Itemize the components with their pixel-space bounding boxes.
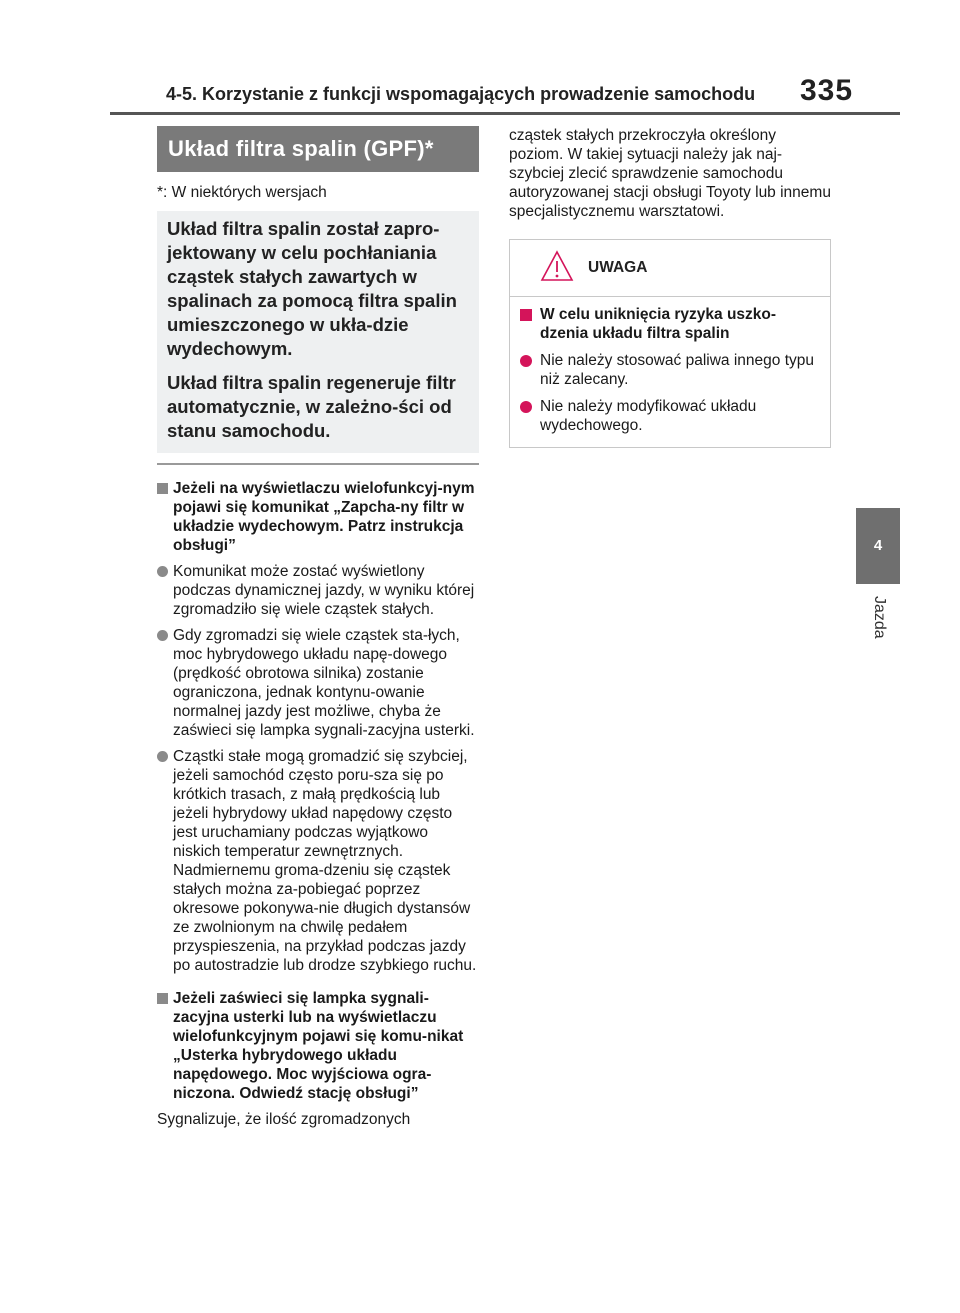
- summary-paragraph: Układ filtra spalin regeneruje filtr automatycznie, w zależno-ści od stanu samochodu.: [167, 372, 456, 441]
- warning-divider: [510, 296, 830, 297]
- square-bullet-icon: [157, 483, 168, 494]
- round-bullet-icon: [157, 566, 168, 577]
- square-bullet-icon: [520, 309, 532, 321]
- topic-heading-text: Jeżeli zaświeci się lampka sygnali-zacyjna usterki lub na wyświetlaczu wielofunkcyjnym pojawi się komu-nikat „Usterka hybrydowego układu napędowego. Moc wyjściowa ogra-niczona. Odwiedź stację obsługi”: [173, 990, 464, 1102]
- round-bullet-icon: [157, 751, 168, 762]
- header-divider: [110, 112, 900, 115]
- warning-heading: [520, 305, 820, 343]
- topic-heading-malfunction: [157, 989, 479, 1103]
- section-divider: [157, 463, 479, 465]
- round-bullet-icon: [520, 355, 532, 367]
- body-text: Sygnalizuje, że ilość zgromadzonych: [157, 1111, 411, 1128]
- summary-box: [157, 211, 479, 453]
- warning-box: [509, 239, 831, 448]
- topic-heading-clogged-filter: [157, 479, 479, 555]
- page-number: 335: [800, 74, 854, 107]
- list-item: [157, 626, 479, 740]
- chapter-side-label: [858, 596, 898, 656]
- list-item-text: Cząstki stałe mogą gromadzić się szybciej, jeżeli samochód często poru-sza się po krótkich trasach, z małą prędkością lub jeżeli hybrydowy układ napędowy często jest uruchamiany podczas wyjątkowo niskich temperatur zewnętrznych. Nadmiernemu groma-dzeniu się cząstek stałych można za-pobiegać poprzez okresowe pokonywa-nie długich dystansów ze zwolnionym na chwilę pedałem przyspieszenia, na przykład podczas jazdy po autostradzie lub drodze szybkiego ruchu.: [173, 748, 477, 974]
- section-title: Układ filtra spalin (GPF)*: [157, 126, 479, 172]
- chapter-tab: 4: [856, 508, 900, 584]
- chapter-title: 4-5. Korzystanie z funkcji wspomagających prowadzenie samochodu: [166, 84, 756, 104]
- topic-heading-text: Jeżeli na wyświetlaczu wielofunkcyj-nym pojawi się komunikat „Zapcha-ny filtr w układzie wydechowym. Patrz instrukcja obsługi”: [173, 480, 475, 554]
- list-item-text: Gdy zgromadzi się wiele cząstek sta-łych, moc hybrydowego układu napę-dowego (prędkość obrotowa silnika) zostanie ograniczona, jednak kontynu-owanie normalnej jazdy jest możliwe, chyba że zaświeci się lampka sygnali-zacyjna usterki.: [173, 627, 475, 739]
- warning-label: UWAGA: [588, 259, 648, 276]
- list-item: [157, 747, 479, 975]
- list-item: [157, 562, 479, 619]
- right-column: [509, 126, 831, 448]
- round-bullet-icon: [157, 630, 168, 641]
- body-text-continued: cząstek stałych przekroczyła określony poziom. W takiej sytuacji należy jak naj-szybciej zlecić sprawdzenie samochodu autoryzowanej stacji obsługi Toyoty lub innemu specjalistycznemu warsztatowi.: [509, 127, 831, 220]
- summary-paragraph: Układ filtra spalin został zapro-jektowany w celu pochłaniania cząstek stałych zawartych w spalinach za pomocą filtra spalin umieszczonego w ukła-dzie wydechowym.: [167, 218, 457, 359]
- warning-list-item: [520, 397, 820, 435]
- footnote: *: W niektórych wersjach: [157, 184, 327, 201]
- warning-triangle-icon: [540, 250, 574, 287]
- chapter-side-label-text: Jazda: [871, 596, 888, 639]
- warning-list-item: [520, 351, 820, 389]
- round-bullet-icon: [520, 401, 532, 413]
- left-column: [157, 126, 479, 1129]
- square-bullet-icon: [157, 993, 168, 1004]
- warning-heading-text: W celu uniknięcia ryzyka uszko-dzenia układu filtra spalin: [540, 306, 777, 342]
- warning-list-item-text: Nie należy modyfikować układu wydechowego.: [540, 398, 757, 434]
- list-item-text: Komunikat może zostać wyświetlony podczas dynamicznej jazdy, w wyniku której zgromadziło się wiele cząstek stałych.: [173, 563, 475, 618]
- warning-list-item-text: Nie należy stosować paliwa innego typu niż zalecany.: [540, 352, 814, 388]
- warning-header: [540, 250, 820, 286]
